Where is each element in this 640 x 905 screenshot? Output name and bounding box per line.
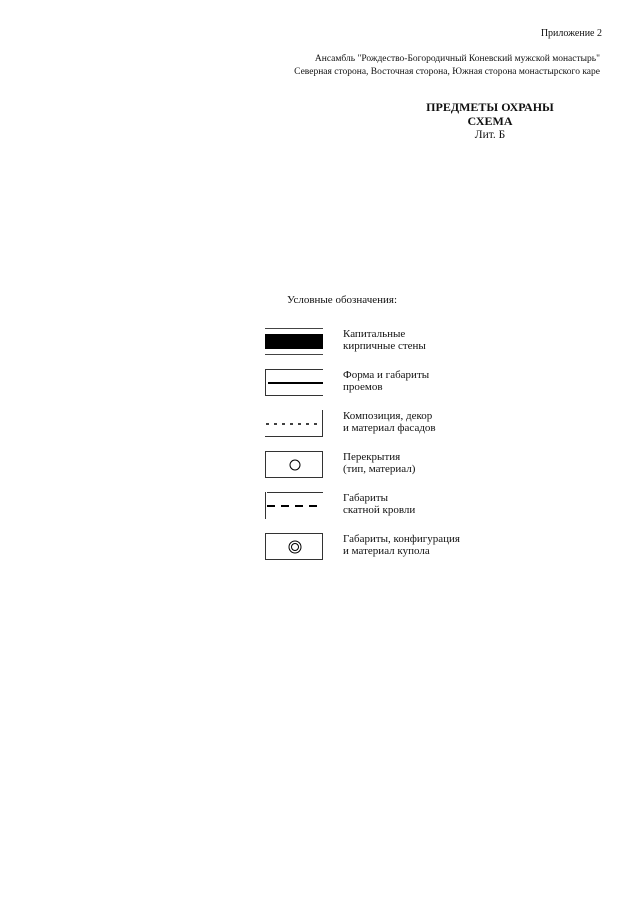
ensemble-name: Ансамбль "Рождество-Богородичный Коневский мужской монастырь"	[314, 54, 600, 64]
legend-item-label: Габариты, конфигурация и материал купола	[343, 533, 460, 557]
double-circle-icon	[265, 533, 323, 560]
legend	[265, 326, 565, 572]
legend-item	[265, 367, 565, 408]
legend-item	[265, 449, 565, 490]
legend-item-label: Форма и габариты проемов	[343, 369, 430, 393]
dotted-line-icon	[265, 410, 323, 437]
legend-item-label: Габариты скатной кровли	[343, 492, 416, 516]
ensemble-sides: Северная сторона, Восточная сторона, Южная сторона монастырского каре	[294, 67, 600, 77]
legend-title: Условные обозначения:	[287, 294, 398, 306]
solid-line-icon	[265, 369, 323, 396]
appendix-label: Приложение 2	[540, 28, 602, 39]
legend-item	[265, 326, 565, 367]
legend-item	[265, 408, 565, 449]
legend-item	[265, 531, 565, 572]
ensemble-heading	[180, 53, 600, 79]
legend-item-label: Капитальные кирпичные стены	[343, 328, 426, 352]
legend-item-label: Композиция, декор и материал фасадов	[343, 410, 436, 434]
document-title	[390, 100, 590, 142]
dashed-line-icon	[265, 492, 323, 519]
circle-icon	[265, 451, 323, 478]
legend-item-label: Перекрытия (тип, материал)	[343, 451, 416, 475]
title-scheme: СХЕМА	[467, 114, 513, 128]
title-protection-subjects: ПРЕДМЕТЫ ОХРАНЫ	[426, 100, 554, 114]
title-letter: Лит. Б	[474, 129, 506, 141]
legend-item	[265, 490, 565, 531]
solid-fill-icon	[265, 328, 323, 355]
